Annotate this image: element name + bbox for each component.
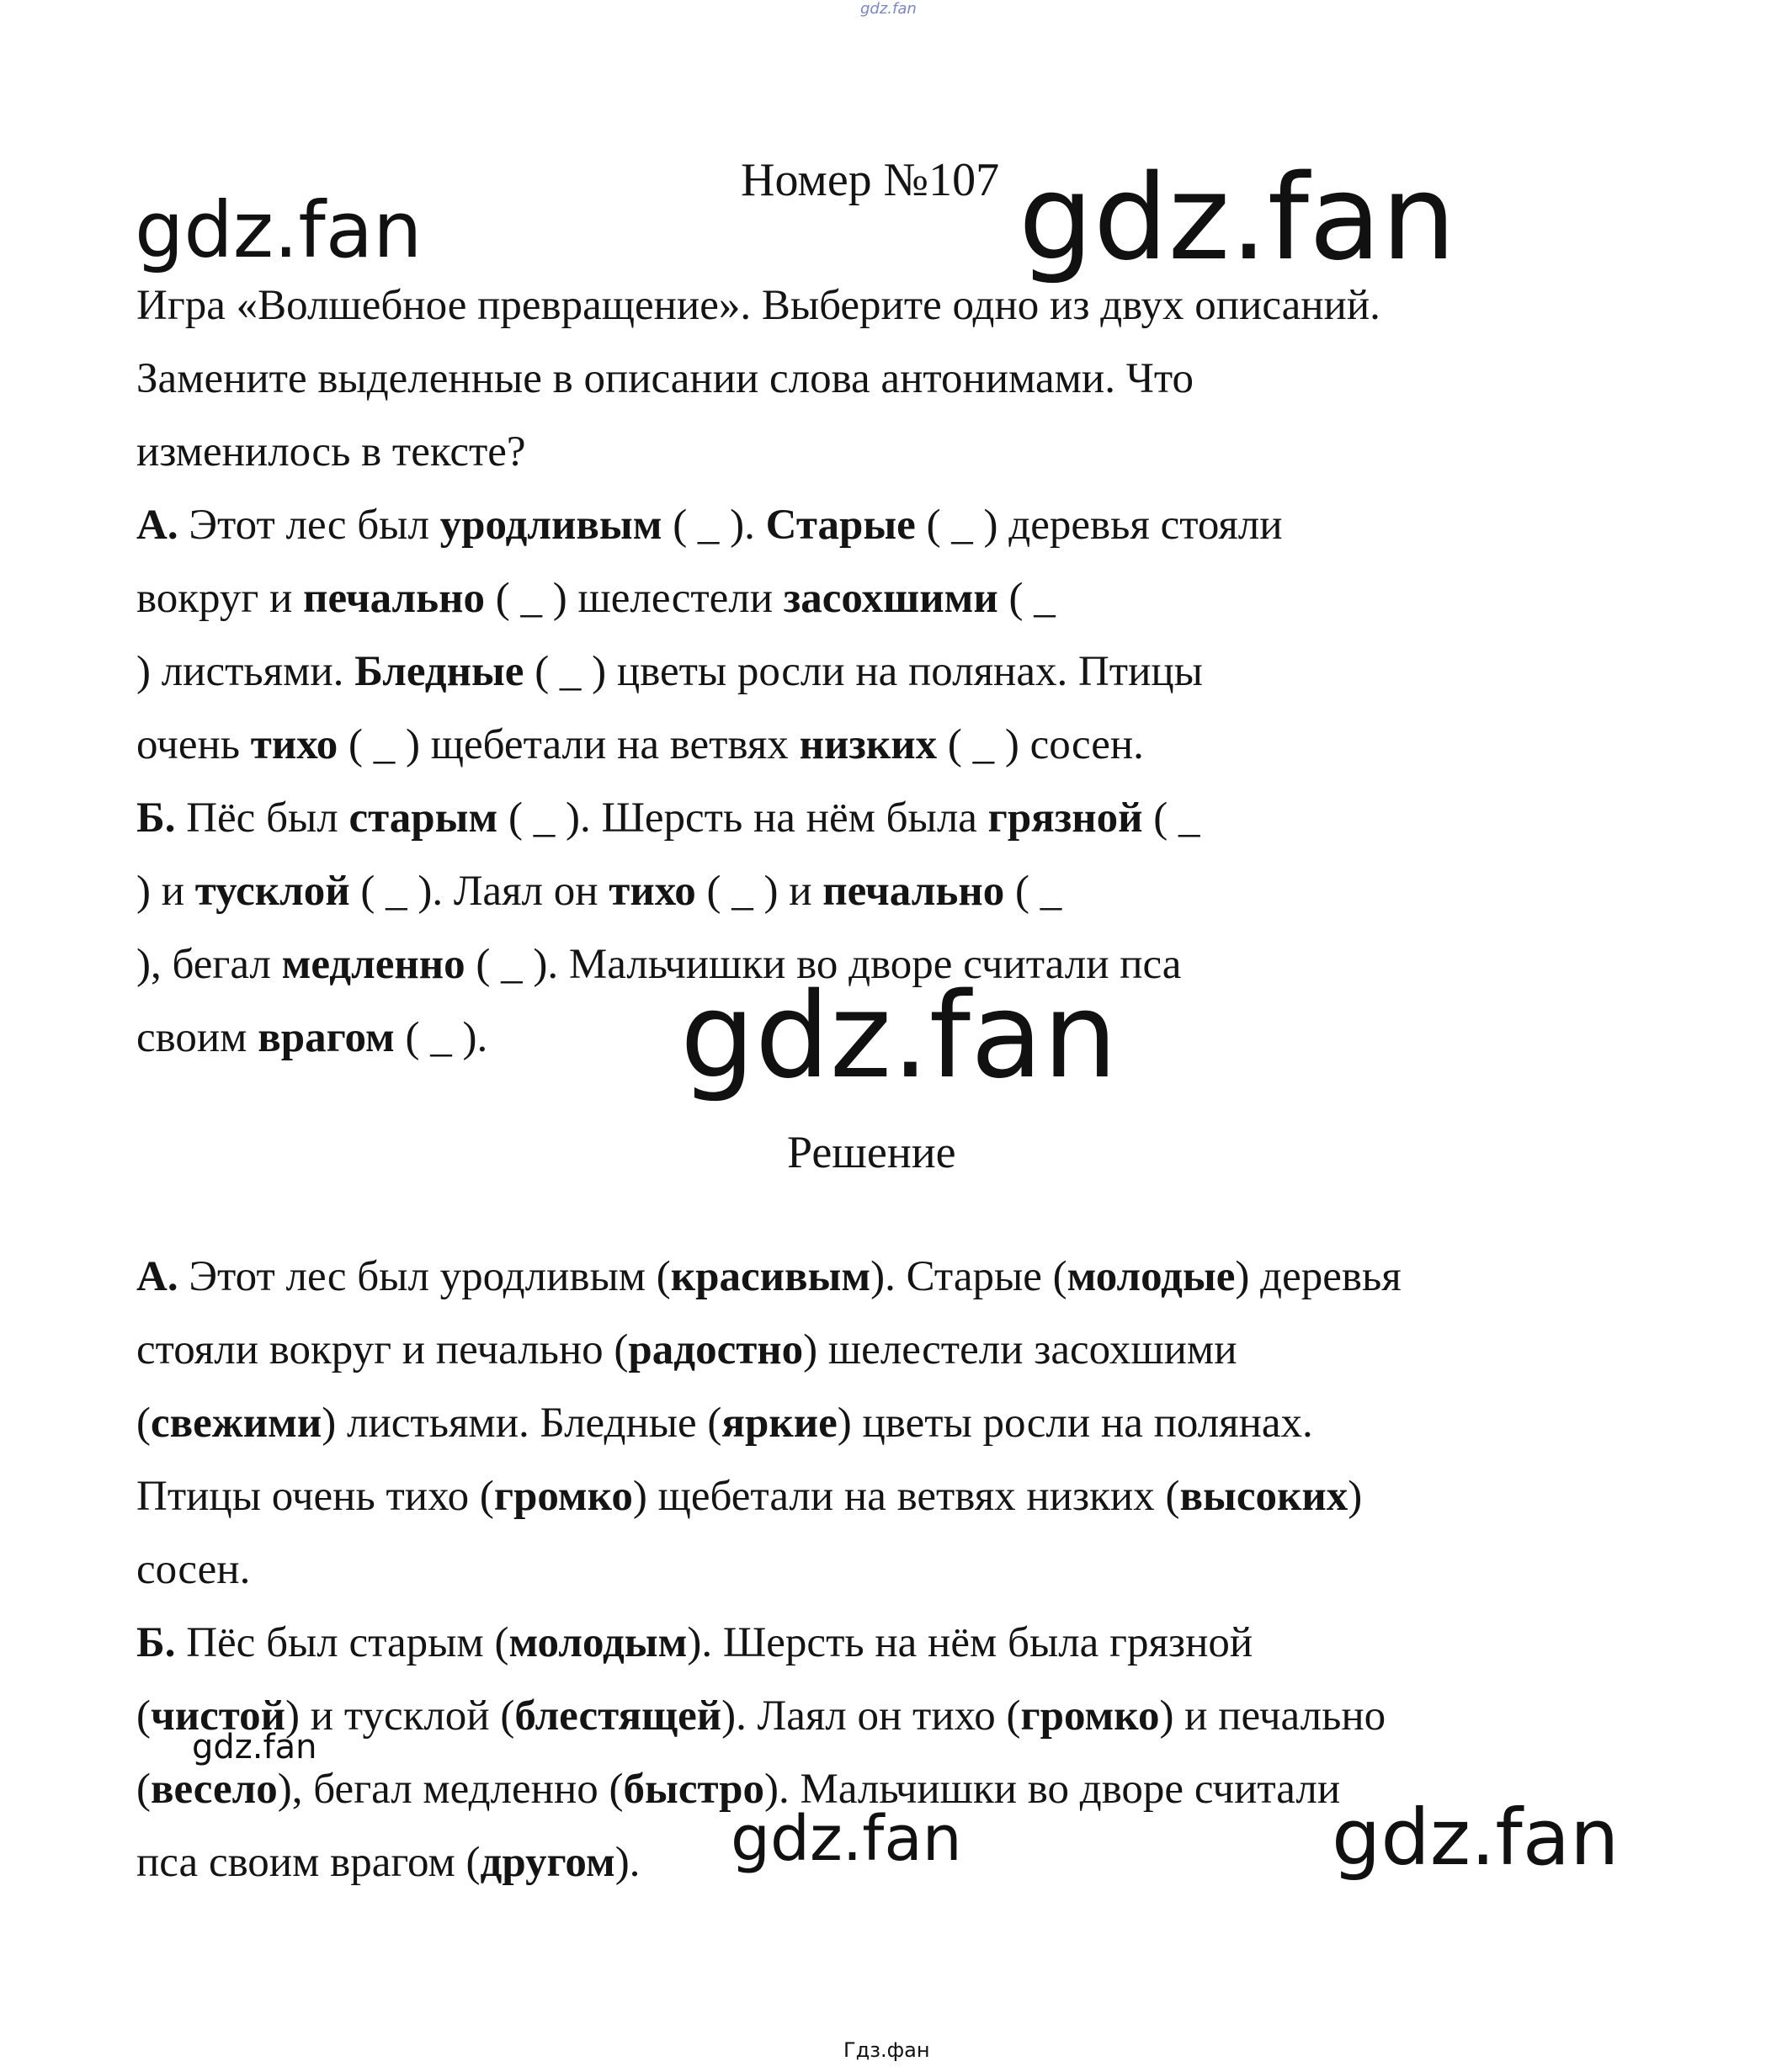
text-fragment: вокруг и	[136, 575, 304, 622]
text-line	[136, 1001, 1635, 1075]
task-text	[136, 269, 1635, 1075]
text-fragment: ( _ ). Шерсть на нём была	[497, 794, 988, 842]
text-line	[136, 1826, 1635, 1899]
task-paragraph-b	[136, 782, 1635, 1075]
task-intro-line: изменилось в тексте?	[136, 428, 526, 475]
text-line	[136, 1533, 1635, 1607]
watermark: gdz.fan	[1332, 1793, 1620, 1883]
text-fragment: ( _ ) щебетали на ветвях	[338, 721, 800, 768]
text-fragment: ) деревья	[1235, 1253, 1402, 1300]
text-line	[136, 855, 1635, 928]
text-line	[136, 562, 1635, 635]
highlighted-word: засохшими	[783, 575, 998, 622]
text-line	[136, 1387, 1635, 1460]
solution-text	[136, 1241, 1635, 1899]
highlighted-word: тихо	[250, 721, 338, 768]
text-fragment: ) и печально	[1159, 1692, 1386, 1740]
text-fragment: пса своим врагом (	[136, 1839, 481, 1886]
text-fragment: ( _ ). Лаял он	[349, 868, 609, 915]
text-line	[136, 709, 1635, 782]
text-line	[136, 489, 1635, 562]
text-fragment: ). Лаял он тихо (	[721, 1692, 1021, 1740]
antonym-word: блестящей	[514, 1692, 722, 1740]
text-fragment: ), бегал медленно (	[277, 1766, 624, 1813]
watermark-top: gdz.fan	[860, 0, 917, 18]
text-fragment: ) щебетали на ветвях низких (	[632, 1473, 1180, 1520]
text-line	[136, 635, 1635, 709]
text-fragment: (	[136, 1766, 151, 1813]
variant-marker: Б.	[136, 1619, 176, 1666]
antonym-word: высоких	[1179, 1473, 1348, 1520]
highlighted-word: печально	[822, 868, 1005, 915]
text-fragment: (	[136, 1400, 151, 1447]
text-fragment: ( _	[997, 575, 1056, 622]
text-fragment: ). Старые (	[870, 1253, 1067, 1300]
antonym-word: свежими	[150, 1400, 322, 1447]
highlighted-word: тихо	[609, 868, 696, 915]
text-line	[136, 1460, 1635, 1533]
antonym-word: другом	[480, 1839, 615, 1886]
text-fragment: Пёс был старым (	[175, 1619, 509, 1666]
highlighted-word: Старые	[765, 502, 916, 549]
highlighted-word: низких	[799, 721, 938, 768]
highlighted-word: медленно	[281, 941, 465, 988]
task-intro-line: Игра «Волшебное превращение». Выберите одно из двух описаний.	[136, 282, 1380, 329]
text-fragment: (	[136, 1692, 151, 1740]
text-line	[136, 1680, 1635, 1753]
highlighted-word: тусклой	[194, 868, 350, 915]
text-line	[136, 928, 1635, 1001]
text-line	[136, 1241, 1635, 1314]
variant-marker: А.	[136, 502, 178, 549]
highlighted-word: грязной	[987, 794, 1143, 842]
task-intro	[136, 269, 1635, 489]
task-paragraph-a	[136, 489, 1635, 782]
antonym-word: молодым	[508, 1619, 688, 1666]
text-fragment: )	[1348, 1473, 1363, 1520]
text-fragment: ( _ ).	[662, 502, 766, 549]
watermark: gdz.fan	[192, 1728, 317, 1767]
text-line	[136, 1607, 1635, 1680]
antonym-word: весело	[150, 1766, 278, 1813]
page-title: Номер №107	[741, 154, 1000, 206]
text-line	[136, 1753, 1635, 1826]
text-fragment: стояли вокруг и печально (	[136, 1326, 629, 1373]
text-fragment: ) и тусклой (	[285, 1692, 515, 1740]
text-fragment: ). Мальчишки во дворе считали	[764, 1766, 1341, 1813]
text-fragment: ( _	[1004, 868, 1062, 915]
solution-title: Решение	[787, 1127, 956, 1177]
footer-watermark: Гдз.фан	[843, 2038, 930, 2062]
text-fragment: ( _	[1142, 794, 1200, 842]
antonym-word: радостно	[628, 1326, 804, 1373]
text-fragment: ) цветы росли на полянах.	[837, 1400, 1313, 1447]
antonym-word: громко	[493, 1473, 633, 1520]
text-fragment: Этот лес был	[178, 502, 440, 549]
text-fragment: ( _ ) шелестели	[485, 575, 784, 622]
watermark: gdz.fan	[731, 1803, 962, 1875]
highlighted-word: Бледные	[354, 648, 524, 695]
text-fragment: ) и	[136, 868, 195, 915]
antonym-word: красивым	[670, 1253, 871, 1300]
antonym-word: громко	[1020, 1692, 1160, 1740]
text-fragment: своим	[136, 1014, 258, 1061]
highlighted-word: врагом	[258, 1014, 395, 1061]
watermark: gdz.fan	[680, 968, 1118, 1105]
solution-paragraph-a	[136, 1241, 1635, 1607]
text-fragment: ), бегал	[136, 941, 282, 988]
highlighted-word: уродливым	[439, 502, 662, 549]
text-fragment: ( _ ) деревья стояли	[915, 502, 1283, 549]
text-fragment: Птицы очень тихо (	[136, 1473, 494, 1520]
variant-marker: Б.	[136, 794, 176, 842]
text-fragment: очень	[136, 721, 251, 768]
text-fragment: ( _ ) и	[695, 868, 823, 915]
antonym-word: чистой	[150, 1692, 286, 1740]
watermark: gdz.fan	[135, 185, 423, 275]
highlighted-word: печально	[303, 575, 485, 622]
highlighted-word: старым	[348, 794, 498, 842]
task-intro-line: Замените выделенные в описании слова антонимами. Что	[136, 355, 1194, 402]
solution-paragraph-b	[136, 1607, 1635, 1899]
text-fragment: ( _ ). Мальчишки во дворе считали пса	[465, 941, 1182, 988]
text-fragment: ) шелестели засохшими	[803, 1326, 1237, 1373]
text-fragment: Пёс был	[175, 794, 349, 842]
text-fragment: сосен.	[136, 1546, 251, 1593]
text-fragment: ). Шерсть на нём была грязной	[687, 1619, 1253, 1666]
text-fragment: ) листьями.	[136, 648, 355, 695]
text-line	[136, 1314, 1635, 1387]
text-fragment: ( _ ) цветы росли на полянах. Птицы	[524, 648, 1203, 695]
watermark: gdz.fan	[1019, 150, 1456, 287]
text-fragment: Этот лес был уродливым (	[178, 1253, 671, 1300]
text-line	[136, 782, 1635, 855]
text-fragment: ( _ ).	[394, 1014, 488, 1061]
variant-marker: А.	[136, 1253, 178, 1300]
antonym-word: быстро	[623, 1766, 764, 1813]
text-fragment: ( _ ) сосен.	[937, 721, 1144, 768]
text-fragment: ).	[614, 1839, 641, 1886]
antonym-word: яркие	[721, 1400, 838, 1447]
text-fragment: ) листьями. Бледные (	[322, 1400, 722, 1447]
antonym-word: молодые	[1067, 1253, 1236, 1300]
